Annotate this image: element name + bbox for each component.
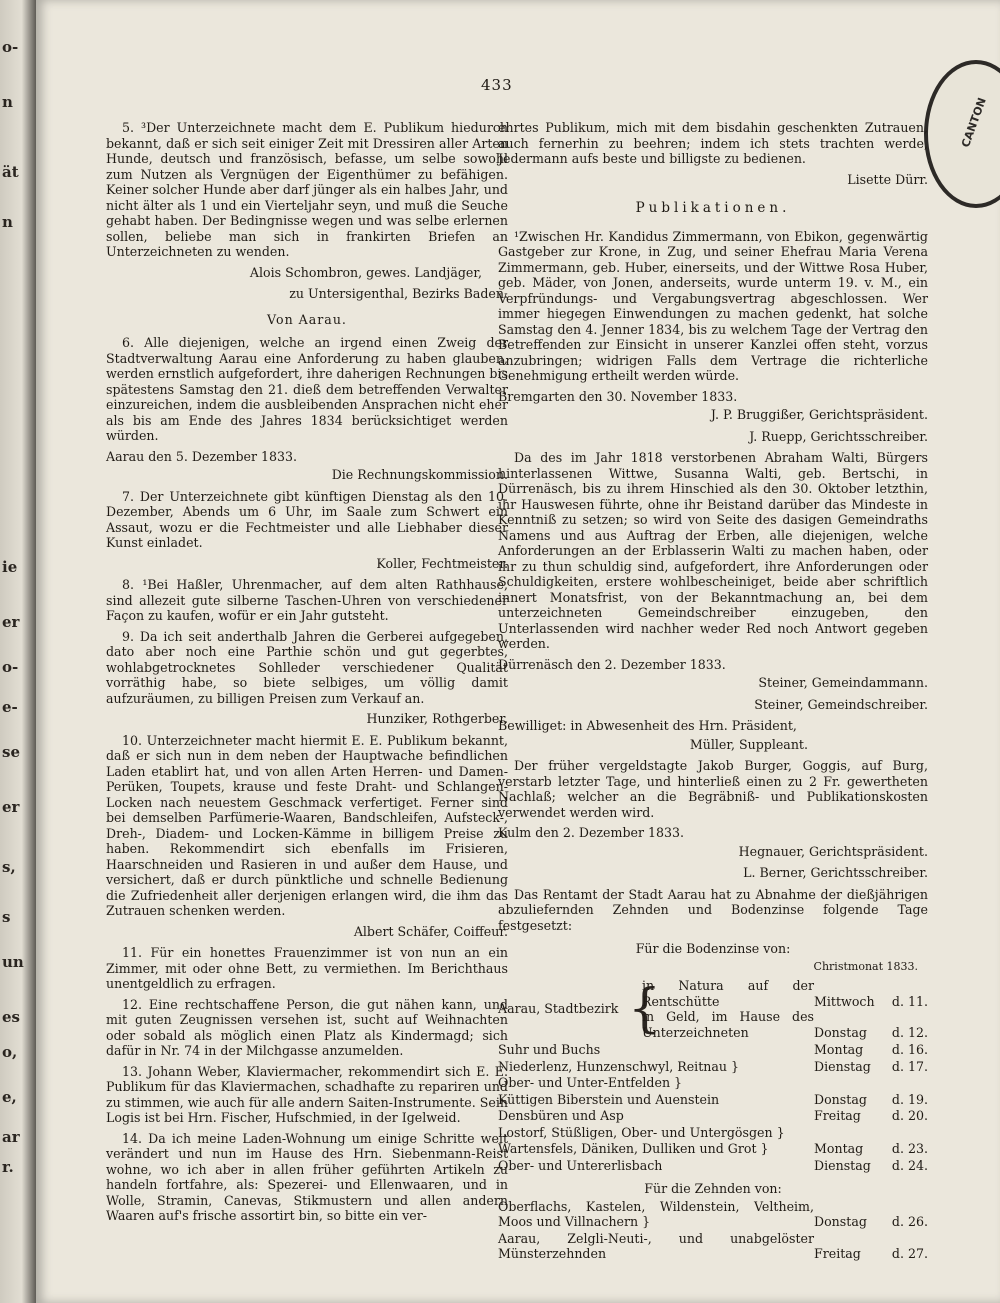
schedule-day: Dienstag: [814, 1058, 871, 1074]
aarau-district-rows: [642, 978, 928, 1040]
schedule-row: [498, 1075, 928, 1091]
schedule-date: d. 16.: [891, 1042, 928, 1057]
aarau-district-block: [498, 978, 928, 1040]
schedule-place: Küttigen Biberstein und Auenstein: [498, 1091, 720, 1107]
edge-text-fragment: r.: [2, 1158, 14, 1176]
edge-text-fragment: ar: [2, 1128, 20, 1146]
brace-glyph: {: [628, 979, 662, 1039]
schedule-place: Aarau, Zelgli-Neuti-, und unabgelöster Münsterzehnden: [498, 1230, 814, 1261]
publication-1-signature-2: J. Ruepp, Gerichtsschreiber.: [749, 428, 928, 444]
edge-text-fragment: ät: [2, 163, 19, 181]
schedule-place: Oberflachs, Kastelen, Wildenstein, Veltheim, Moos und Villnachern }: [498, 1198, 814, 1229]
aarau-schedule-row: [642, 978, 928, 1009]
right-column: [498, 120, 928, 1263]
publication-2-signature-1: Steiner, Gemeindammann.: [758, 675, 928, 690]
notice-14: 14. Da ich meine Laden-Wohnung um einige Schritte weit verändert und nun im Hause des Hrn. Siebenmann-Reist wohne, wo ich aber in allen früher geführten Artikeln zu handeln fortfahre, als: Spezerei- und Ellenwaaren, und in Wolle, Stramin, Canevas, Stikmustern und allen andern Waaren auf's frische assortirt bin, so bitte ein ver-: [106, 1130, 508, 1223]
edge-text-fragment: n: [2, 93, 13, 111]
schedule-place: Wartensfels, Däniken, Dulliken und Grot }: [498, 1141, 769, 1156]
library-stamp: CANTON: [924, 60, 1000, 208]
section-heading-aarau: Von Aarau.: [267, 311, 347, 327]
edge-text-fragment: er: [2, 613, 20, 631]
schedule-day: Dienstag: [814, 1157, 871, 1173]
edge-text-fragment: er: [2, 798, 20, 816]
zehnden-row: [498, 1199, 928, 1230]
edge-text-fragment: e,: [2, 1088, 17, 1106]
schedule-row: [498, 1158, 928, 1174]
notice-14-continuation: ehrtes Publikum, mich mit dem bisdahin geschenkten Zutrauen, auch fernerhin zu beehren; indem ich stets trachten werde, Jedermann aufs beste und billigste zu bedienen.: [498, 120, 928, 166]
schedule-place: Ober- und Untererlisbach: [498, 1157, 663, 1173]
schedule-day: Donstag: [814, 1091, 867, 1107]
publication-1-signature-1: J. P. Bruggißer, Gerichtspräsident.: [710, 407, 928, 422]
notice-9: 9. Da ich seit anderthalb Jahren die Gerberei aufgegeben, dato aber noch eine Parthie schön und gut gegerbtes, wohlabgetrocknetes Sohlleder verschiedener Qualität vorräthig habe, so biete selbiges, um völlig damit aufzuräumen, zu billigen Preisen zum Verkauf an.: [106, 628, 508, 706]
adjacent-page-edge: [0, 0, 36, 1303]
schedule-row: [498, 1141, 928, 1157]
publication-2-approval: Bewilliget: in Abwesenheit des Hrn. Präsident,: [498, 718, 797, 733]
notice-6-date: Aarau den 5. Dezember 1833.: [106, 448, 298, 464]
zehnden-schedule: [498, 1199, 928, 1262]
edge-text-fragment: un: [2, 953, 24, 971]
schedule-day: Freitag: [814, 1246, 861, 1261]
schedule-place: Niederlenz, Hunzenschwyl, Reitnau }: [498, 1058, 739, 1074]
publication-4: Das Rentamt der Stadt Aarau hat zu Abnahme der dießjährigen abzuliefernden Zehnden und Bodenzinse folgende Tage festgesetzt:: [498, 886, 928, 933]
schedule-place: Densbüren und Asp: [498, 1108, 624, 1123]
schedule-date: d. 26.: [891, 1214, 928, 1229]
schedule-date: d. 19.: [891, 1091, 928, 1107]
schedule-day: Montag: [814, 1141, 864, 1156]
aarau-district-label: Aarau, Stadtbezirk: [498, 1001, 619, 1017]
schedule-row: [498, 1092, 928, 1108]
publication-3: Der früher vergeldstagte Jakob Burger, Goggis, auf Burg, verstarb letzter Tage, und hinterließ einen zu 2 Fr. gewertheten Nachlaß; welcher an die Begräbniß- und Publikationskosten verwendet werden wird.: [498, 758, 928, 820]
notice-7-signature: Koller, Fechtmeister.: [376, 555, 508, 571]
notice-6: 6. Alle diejenigen, welche an irgend einen Zweig der Stadtverwaltung Aarau eine Anforderung zu haben glauben, werden ernstlich aufgefordert, ihre daherigen Rechnungen bis spätestens Samstag den 21. dieß dem betreffenden Verwalter einzureichen, indem die ausbleibenden Ansprachen nicht eher als bis am Ende des Jahres 1834 berücksichtiget werden würden.: [106, 335, 508, 443]
bodenzinse-schedule: [498, 1042, 928, 1173]
publication-3-date: Kulm den 2. Dezember 1833.: [498, 825, 685, 840]
schedule-day: Donstag: [814, 1214, 867, 1229]
notice-5-signature-2: zu Untersigenthal, Bezirks Baden.: [289, 286, 508, 301]
schedule-place: in Natura auf der Rentschütte: [642, 978, 814, 1009]
edge-text-fragment: s: [2, 908, 11, 926]
schedule-date: d. 17.: [891, 1058, 928, 1074]
edge-text-fragment: o,: [2, 1043, 18, 1061]
notice-9-signature: Hunziker, Rothgerber.: [366, 711, 508, 726]
bodenzinse-subheading: Für die Bodenzinse von:: [635, 941, 791, 956]
schedule-date: d. 20.: [891, 1108, 928, 1123]
page-number: 433: [481, 76, 513, 94]
schedule-date: d. 24.: [891, 1157, 928, 1173]
schedule-row: [498, 1108, 928, 1124]
schedule-place: Ober- und Unter-Entfelden }: [498, 1075, 683, 1090]
schedule-place: in Geld, im Hause des Unterzeichneten: [642, 1009, 814, 1040]
section-heading-publikationen: Publikationen.: [635, 200, 791, 216]
edge-text-fragment: e-: [2, 698, 18, 716]
publication-3-signature-2: L. Berner, Gerichtsschreiber.: [743, 865, 928, 880]
publication-2: Da des im Jahr 1818 verstorbenen Abraham Walti, Bürgers hinterlassenen Wittwe, Susanna Walti, geb. Bertschi, in Dürrenäsch, bis zu ihrem Hinschied als den 30. Oktober letzthin, ihr Hauswesen führte, ohne ihr Beistand darüber das Mindeste in Kenntniß zu setzen; so wird von Seite des dasigen Gemeindraths Namens und aus Auftrag der Erben, alle diejenigen, welche Anforderungen an der Erblasserin Walti zu machen haben, oder ihr zu thun schuldig sind, aufgefordert, ihre Anforderungen oder Schuldigkeiten, erstere wohlbescheiniget, beide aber schriftlich innert Monatsfrist, von der Bekanntmachung an, bei dem unterzeichneten Gemeindschreiber einzugeben, den Unterlassenden wird nachher weder Red noch Antwort gegeben werden.: [498, 450, 928, 651]
edge-text-fragment: se: [2, 743, 20, 761]
publication-2-date: Dürrenäsch den 2. Dezember 1833.: [498, 656, 726, 672]
notice-10-signature: Albert Schäfer, Coiffeur.: [353, 923, 508, 939]
edge-text-fragment: ie: [2, 558, 18, 576]
notice-8: 8. ¹Bei Haßler, Uhrenmacher, auf dem alten Rathhause, sind allezeit gute silberne Taschen-Uhren von verschiedener Façon zu kaufen, wofür er ein Jahr gutsteht.: [106, 577, 508, 623]
left-column: [106, 120, 508, 1229]
zehnden-subheading: Für die Zehnden von:: [644, 1181, 782, 1196]
edge-text-fragment: o-: [2, 658, 19, 676]
schedule-day: Montag: [814, 1042, 864, 1057]
schedule-day: Freitag: [814, 1108, 861, 1123]
schedule-row: [498, 1059, 928, 1075]
schedule-day: Donstag: [814, 1024, 867, 1040]
schedule-row: [498, 1042, 928, 1058]
document-page: [36, 0, 1000, 1303]
schedule-month: Christmonat 1833.: [813, 959, 918, 973]
edge-text-fragment: o-: [2, 38, 19, 56]
schedule-row: [498, 1125, 928, 1141]
schedule-day: Mittwoch: [814, 993, 875, 1009]
notice-12: 12. Eine rechtschaffene Person, die gut nähen kann, und mit guten Zeugnissen versehen ist, sucht auf Weihnachten oder sobald als möglich einen Platz als Kindermagd; sich dafür in Nr. 74 in der Milchgasse anzumelden.: [106, 996, 508, 1058]
edge-text-fragment: s,: [2, 858, 16, 876]
edge-text-fragment: es: [2, 1008, 20, 1026]
notice-14-signature: Lisette Dürr.: [847, 171, 928, 187]
edge-text-fragment: n: [2, 213, 13, 231]
publication-2-signature-2: Steiner, Gemeindschreiber.: [754, 696, 928, 712]
notice-13: 13. Johann Weber, Klaviermacher, rekommendirt sich E. E. Publikum für das Klaviermachen, schadhafte zu repariren und zu stimmen, wie auch für alle andern Saiten-Instrumente. Sein Logis ist bei Hrn. Fischer, Hufschmied, in der Igelweid.: [106, 1063, 508, 1125]
notice-5: 5. ³Der Unterzeichnete macht dem E. Publikum hiedurch bekannt, daß er sich seit einiger Zeit mit Dressiren aller Arten Hunde, deutsch und französisch, befasse, um selbe sowohl zum Nutzen als Vergnügen der Eigenthümer zu befähigen. Keiner solcher Hunde aber darf jünger als ein halbes Jahr, und nicht älter als 1 und ein Vierteljahr seyn, und muß die Seuche gehabt haben. Der Bedingnisse wegen und was selbe erlernen sollen, beliebe man sich in frankirten Briefen an Unterzeichneten zu wenden.: [106, 120, 508, 259]
notice-7: 7. Der Unterzeichnete gibt künftigen Dienstag als den 10. Dezember, Abends um 6 Uhr, im Saale zum Schwert ein Assaut, wozu er die Fechtmeister und alle Liebhaber dieser Kunst einladet.: [106, 488, 508, 550]
notice-6-signature: Die Rechnungskommission.: [331, 467, 508, 482]
notice-11: 11. Für ein honettes Frauenzimmer ist von nun an ein Zimmer, mit oder ohne Bett, zu vermiethen. Im Berichthaus unentgeldlich zu erfragen.: [106, 945, 508, 991]
schedule-place: Lostorf, Stüßligen, Ober- und Untergösgen }: [498, 1124, 785, 1140]
aarau-schedule-row: [642, 1009, 928, 1040]
schedule-date: d. 12.: [891, 1024, 928, 1040]
publication-1-date: Bremgarten den 30. November 1833.: [498, 388, 738, 404]
schedule-date: d. 23.: [891, 1141, 928, 1156]
schedule-date: d. 27.: [891, 1246, 928, 1261]
zehnden-row: [498, 1231, 928, 1262]
publication-1: ¹Zwischen Hr. Kandidus Zimmermann, von Ebikon, gegenwärtig Gastgeber zur Krone, in Zug, und seiner Ehefrau Maria Verena Zimmermann, geb. Huber, einerseits, und der Wittwe Rosa Huber, geb. Mäder, von Jonen, anderseits, wurde unterm 19. v. M., ein Verpfründungs- und Vergabungsvertrag abgeschlossen. Wer immer hiegegen Einwendungen zu machen gedenkt, hat solche Samstag den 4. Jenner 1834, bis zu welchem Tage der Vertrag den Betreffenden zur Einsicht in unserer Kanzlei offen steht, vorzus anzubringen; widrigen Falls dem Vertrage die richterliche Genehmigung ertheilt werden würde.: [498, 228, 928, 383]
publication-2-approval-signature: Müller, Suppleant.: [689, 736, 808, 752]
schedule-date: d. 11.: [891, 993, 928, 1009]
schedule-place: Suhr und Buchs: [498, 1042, 601, 1057]
notice-5-signature-1: Alois Schombron, gewes. Landjäger,: [249, 264, 482, 280]
publication-3-signature-1: Hegnauer, Gerichtspräsident.: [738, 843, 928, 859]
notice-10: 10. Unterzeichneter macht hiermit E. E. Publikum bekannt, daß er sich nun in dem neben der Hauptwache befindlichen Laden etablirt hat, und von allen Arten Herren- und Damen-Perüken, Toupets, krause und feste Draht- und Schlangen-Locken nach neuestem Geschmack verfertiget. Ferner sind bei demselben Parfümerie-Waaren, Bandschleifen, Aufsteck-, Dreh-, Diadem- und Locken-Kämme in billigem Preise zu haben. Rekommendirt sich ebenfalls im Frisieren, Haarschneiden und Rasieren in und außer dem Hause, und versichert, daß er durch pünktliche und schnelle Bedienung die Zufriedenheit aller derjenigen erlangen wird, die ihm das Zutrauen schenken werden.: [106, 732, 508, 918]
